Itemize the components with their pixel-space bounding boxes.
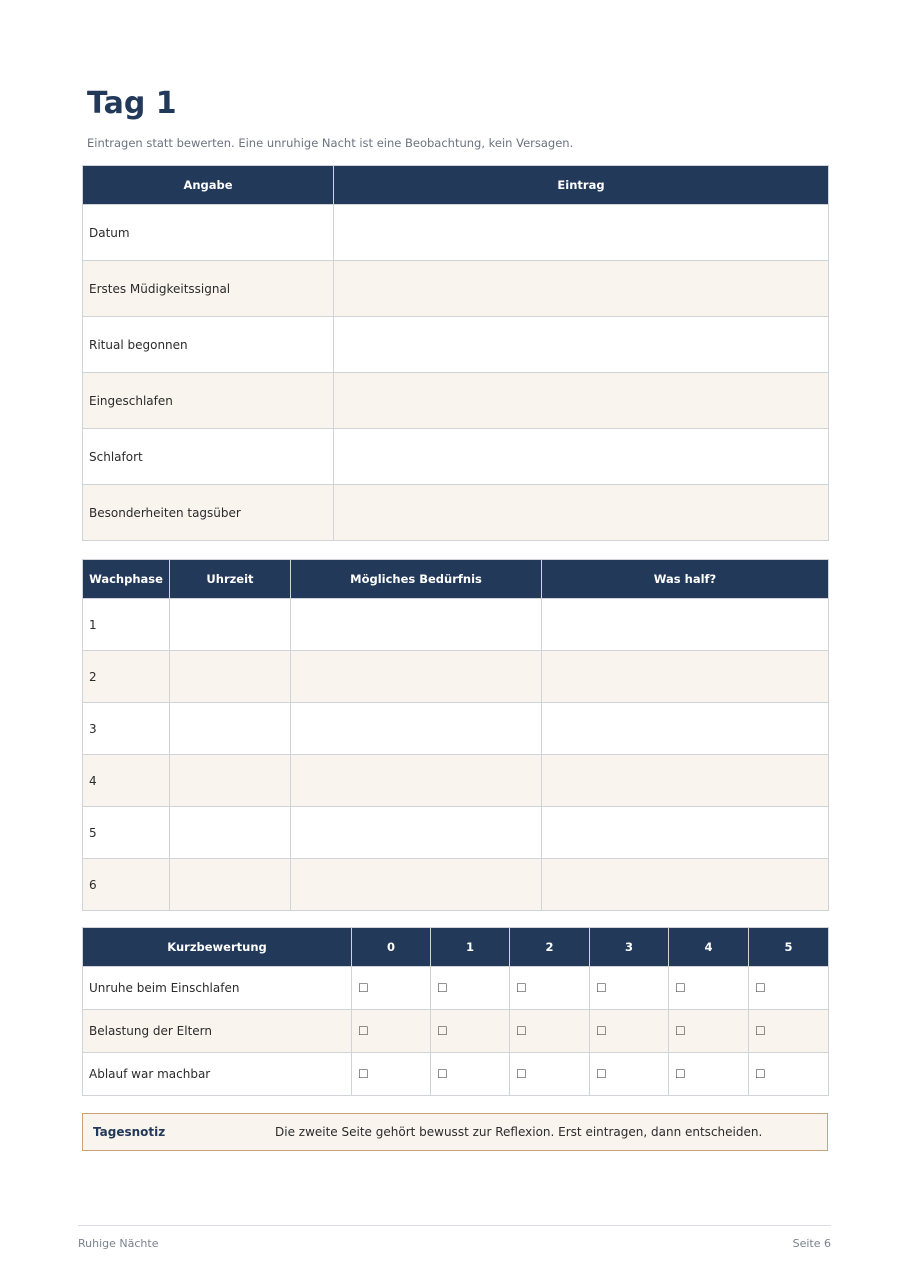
info-header-eintrag: Eintrag [334,166,829,205]
checkbox-4[interactable]: ☐ [675,981,686,995]
daily-note-box [82,1113,828,1151]
page-title: Tag 1 [87,86,177,121]
table-row [83,317,829,373]
checkbox-1[interactable]: ☐ [437,1024,448,1038]
info-entry-cell[interactable] [334,485,829,541]
table-row [83,651,829,703]
rating-header-0: 0 [352,928,431,967]
checkbox-0[interactable]: ☐ [358,981,369,995]
footer-page-number: Seite 6 [792,1237,831,1250]
checkbox-1[interactable]: ☐ [437,981,448,995]
info-header-angabe: Angabe [83,166,334,205]
checkbox-0[interactable]: ☐ [358,1067,369,1081]
table-row [83,967,829,1010]
wake-phase-number: 6 [83,859,170,911]
checkbox-2[interactable]: ☐ [516,1024,527,1038]
wake-time-cell[interactable] [170,859,291,911]
daily-note-text: Die zweite Seite gehört bewusst zur Reflexion. Erst eintragen, dann entscheiden. [275,1125,763,1139]
info-entry-cell[interactable] [334,429,829,485]
info-table [82,165,829,541]
table-row [83,205,829,261]
rating-header-label: Kurzbewertung [83,928,352,967]
wake-header-phase: Wachphase [83,560,170,599]
info-label: Eingeschlafen [83,373,334,429]
daily-note-label: Tagesnotiz [93,1125,166,1139]
wake-need-cell[interactable] [291,703,542,755]
checkbox-0[interactable]: ☐ [358,1024,369,1038]
footer-divider [78,1225,831,1226]
rating-header-4: 4 [669,928,749,967]
checkbox-5[interactable]: ☐ [755,1067,766,1081]
page-subtitle: Eintragen statt bewerten. Eine unruhige Nacht ist eine Beobachtung, kein Versagen. [87,136,574,150]
info-label: Erstes Müdigkeitssignal [83,261,334,317]
wake-header-need: Mögliches Bedürfnis [291,560,542,599]
info-entry-cell[interactable] [334,261,829,317]
table-row [83,755,829,807]
wake-time-cell[interactable] [170,599,291,651]
info-entry-cell[interactable] [334,205,829,261]
wake-need-cell[interactable] [291,599,542,651]
info-label: Ritual begonnen [83,317,334,373]
wake-time-cell[interactable] [170,755,291,807]
table-row [83,485,829,541]
table-row [83,373,829,429]
wake-need-cell[interactable] [291,651,542,703]
info-entry-cell[interactable] [334,373,829,429]
wake-need-cell[interactable] [291,807,542,859]
wake-table-header-row [83,560,829,599]
checkbox-4[interactable]: ☐ [675,1024,686,1038]
wake-need-cell[interactable] [291,755,542,807]
wake-helped-cell[interactable] [542,599,829,651]
info-label: Schlafort [83,429,334,485]
checkbox-3[interactable]: ☐ [596,1067,607,1081]
table-row [83,807,829,859]
wake-need-cell[interactable] [291,859,542,911]
rating-table [82,927,829,1096]
wake-phase-number: 3 [83,703,170,755]
info-table-header-row [83,166,829,205]
checkbox-5[interactable]: ☐ [755,1024,766,1038]
checkbox-2[interactable]: ☐ [516,981,527,995]
table-row [83,261,829,317]
checkbox-2[interactable]: ☐ [516,1067,527,1081]
info-label: Datum [83,205,334,261]
wake-phase-table [82,559,829,911]
table-row [83,703,829,755]
table-row [83,859,829,911]
checkbox-1[interactable]: ☐ [437,1067,448,1081]
wake-helped-cell[interactable] [542,651,829,703]
table-row [83,599,829,651]
table-row [83,429,829,485]
wake-phase-number: 1 [83,599,170,651]
rating-header-5: 5 [749,928,829,967]
table-row [83,1053,829,1096]
checkbox-3[interactable]: ☐ [596,981,607,995]
rating-header-2: 2 [510,928,590,967]
footer-document-title: Ruhige Nächte [78,1237,159,1250]
wake-helped-cell[interactable] [542,703,829,755]
wake-phase-number: 2 [83,651,170,703]
rating-label: Belastung der Eltern [83,1010,352,1053]
wake-time-cell[interactable] [170,651,291,703]
rating-header-1: 1 [431,928,510,967]
wake-helped-cell[interactable] [542,859,829,911]
rating-label: Ablauf war machbar [83,1053,352,1096]
rating-label: Unruhe beim Einschlafen [83,967,352,1010]
info-label: Besonderheiten tagsüber [83,485,334,541]
wake-phase-number: 5 [83,807,170,859]
wake-helped-cell[interactable] [542,807,829,859]
wake-phase-number: 4 [83,755,170,807]
table-row [83,1010,829,1053]
wake-header-helped: Was half? [542,560,829,599]
checkbox-4[interactable]: ☐ [675,1067,686,1081]
wake-helped-cell[interactable] [542,755,829,807]
wake-header-time: Uhrzeit [170,560,291,599]
checkbox-3[interactable]: ☐ [596,1024,607,1038]
rating-header-3: 3 [590,928,669,967]
rating-table-header-row [83,928,829,967]
info-entry-cell[interactable] [334,317,829,373]
wake-time-cell[interactable] [170,807,291,859]
checkbox-5[interactable]: ☐ [755,981,766,995]
wake-time-cell[interactable] [170,703,291,755]
